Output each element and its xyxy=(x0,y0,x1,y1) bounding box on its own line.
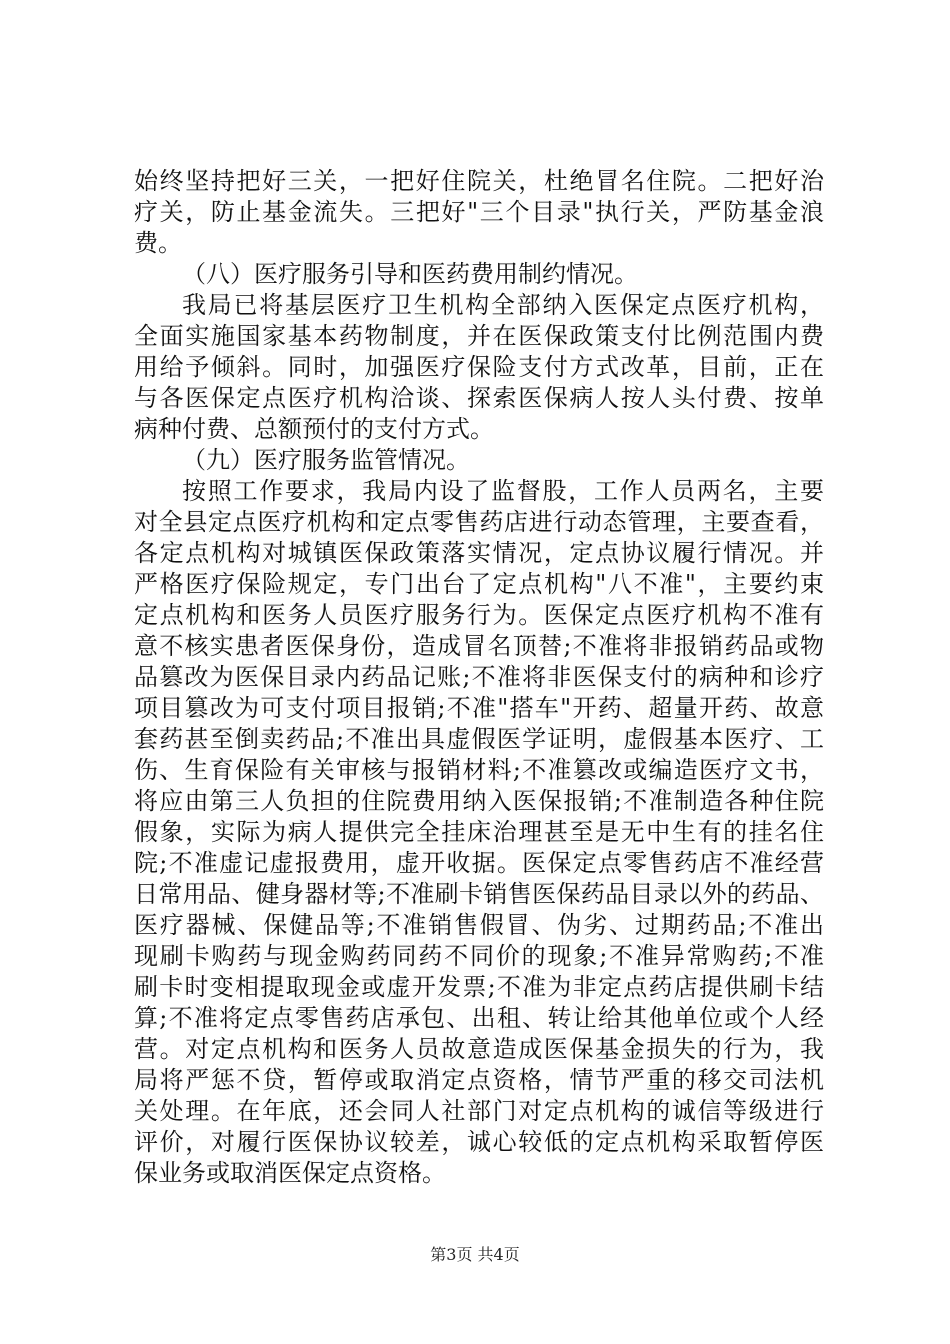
body-line: 品篡改为医保目录内药品记账;不准将非医保支付的病种和诊疗 xyxy=(134,663,824,691)
body-line: 假象，实际为病人提供完全挂床治理甚至是无中生有的挂名住 xyxy=(134,818,824,846)
body-line: 保业务或取消医保定点资格。 xyxy=(134,1159,446,1187)
body-line: 评价，对履行医保协议较差，诚心较低的定点机构采取暂停医 xyxy=(134,1128,824,1156)
body-line: 用给予倾斜。同时，加强医疗保险支付方式改革，目前，正在 xyxy=(134,353,824,381)
body-line: 我局已将基层医疗卫生机构全部纳入医保定点医疗机构， xyxy=(182,291,824,319)
body-line: 意不核实患者医保身份，造成冒名顶替;不准将非报销药品或物 xyxy=(134,632,824,660)
body-line: 医疗器械、保健品等;不准销售假冒、伪劣、过期药品;不准出 xyxy=(134,911,824,939)
body-line: 现刷卡购药与现金购药同药不同价的现象;不准异常购药;不准 xyxy=(134,942,824,970)
body-line: 伤、生育保险有关审核与报销材料;不准篡改或编造医疗文书， xyxy=(134,756,824,784)
body-line: 各定点机构对城镇医保政策落实情况，定点协议履行情况。并 xyxy=(134,539,824,567)
body-line: 项目篡改为可支付项目报销;不准"搭车"开药、超量开药、故意 xyxy=(134,694,824,722)
body-line: 疗关，防止基金流失。三把好"三个目录"执行关，严防基金浪 xyxy=(134,198,824,226)
body-line: 严格医疗保险规定，专门出台了定点机构"八不准"，主要约束 xyxy=(134,570,824,598)
body-line: 将应由第三人负担的住院费用纳入医保报销;不准制造各种住院 xyxy=(134,787,824,815)
body-line: 按照工作要求，我局内设了监督股，工作人员两名，主要 xyxy=(182,477,824,505)
body-line: 算;不准将定点零售药店承包、出租、转让给其他单位或个人经 xyxy=(134,1004,824,1032)
page-footer: 第3页 共4页 xyxy=(430,1245,520,1264)
body-line: 院;不准虚记虚报费用，虚开收据。医保定点零售药店不准经营 xyxy=(134,849,824,877)
body-line: 关处理。在年底，还会同人社部门对定点机构的诚信等级进行 xyxy=(134,1097,824,1125)
body-line: 病种付费、总额预付的支付方式。 xyxy=(134,415,494,443)
body-line: 定点机构和医务人员医疗服务行为。医保定点医疗机构不准有 xyxy=(134,601,824,629)
body-line: 日常用品、健身器材等;不准刷卡销售医保药品目录以外的药品、 xyxy=(134,880,824,908)
body-line: 局将严惩不贷，暂停或取消定点资格，情节严重的移交司法机 xyxy=(134,1066,824,1094)
body-line: 始终坚持把好三关，一把好住院关，杜绝冒名住院。二把好治 xyxy=(134,167,824,195)
section-heading-9: （九）医疗服务监管情况。 xyxy=(182,446,470,474)
body-line: 营。对定点机构和医务人员故意造成医保基金损失的行为，我 xyxy=(134,1035,824,1063)
body-line: 全面实施国家基本药物制度，并在医保政策支付比例范围内费 xyxy=(134,322,824,350)
body-line: 费。 xyxy=(134,229,182,257)
section-heading-8: （八）医疗服务引导和医药费用制约情况。 xyxy=(182,260,638,288)
body-line: 套药甚至倒卖药品;不准出具虚假医学证明，虚假基本医疗、工 xyxy=(134,725,824,753)
body-line: 刷卡时变相提取现金或虚开发票;不准为非定点药店提供刷卡结 xyxy=(134,973,824,1001)
body-line: 对全县定点医疗机构和定点零售药店进行动态管理，主要查看， xyxy=(134,508,824,536)
body-line: 与各医保定点医疗机构洽谈、探索医保病人按人头付费、按单 xyxy=(134,384,824,412)
